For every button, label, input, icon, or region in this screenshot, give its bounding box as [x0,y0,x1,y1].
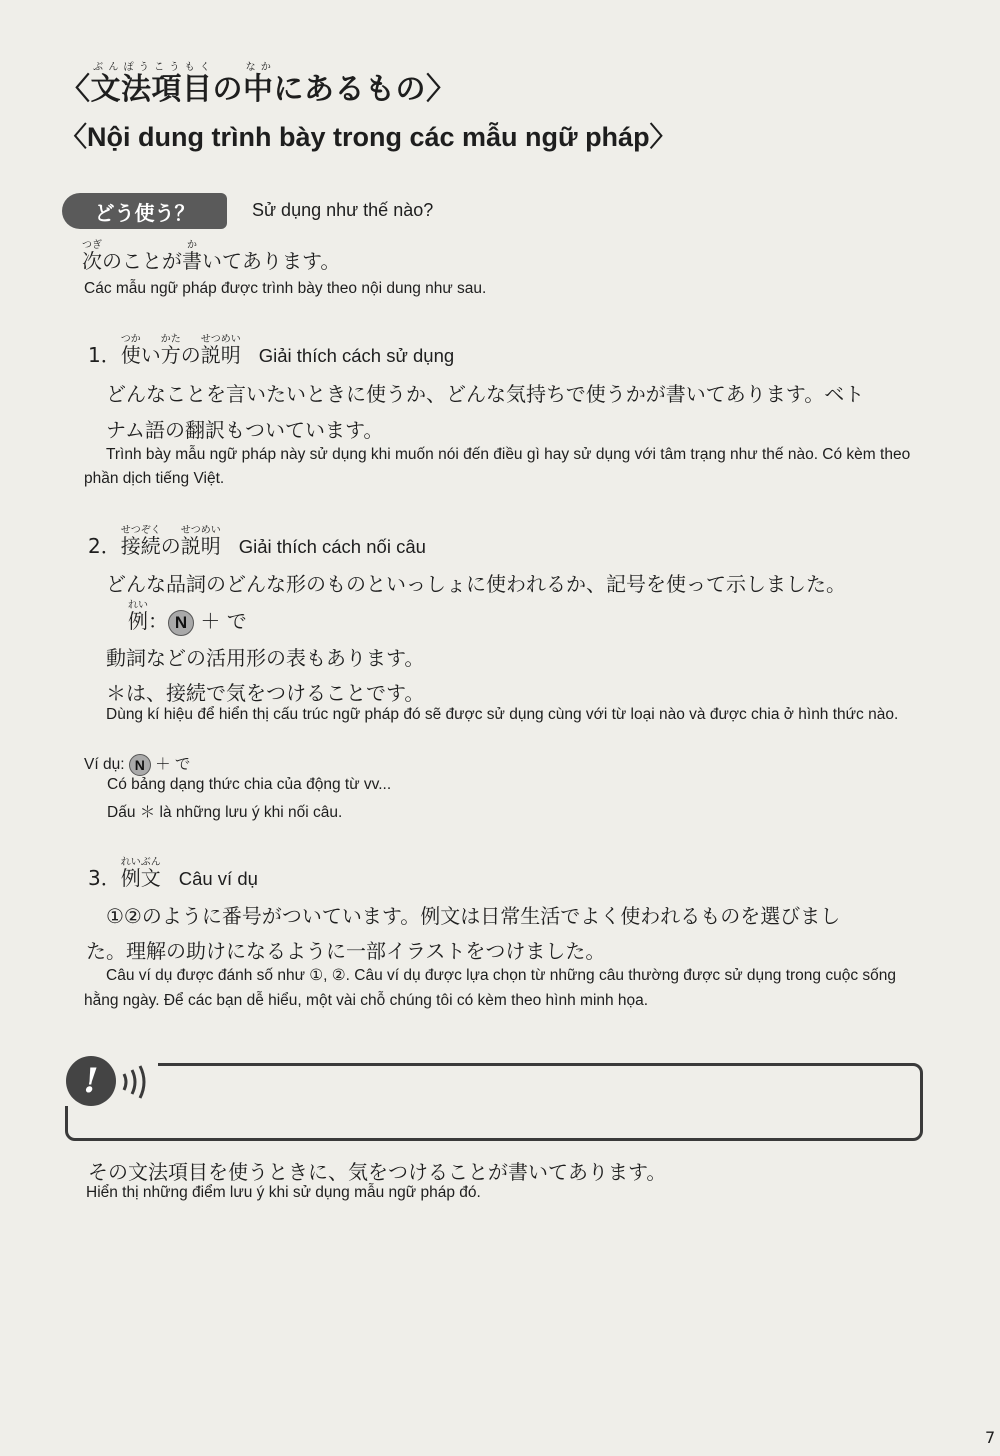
exclamation-icon: ! [66,1056,116,1106]
noun-symbol-icon: N [168,610,194,636]
section-2-heading: 2．接続せつぞくの説明せつめいGiải thích cách nối câu [88,525,426,558]
page-number: 7 [985,1428,996,1447]
section-2-vietnamese-example: Ví dụ: N ＋ で [84,752,190,776]
section-2-text-line-1: どんな品詞のどんな形のものといっしょに使われるか、記号を使って示しました。 [106,572,846,596]
section-1-vietnamese: Trình bày mẫu ngữ pháp này sử dụng khi muốn nói đến điều gì hay sử dụng với tâm trạng như thế nào. Có kèm theo phần dịch tiếng Việt. [84,446,911,487]
section-2-text-line-4: ＊は、接続で気をつけることです。 [106,681,425,705]
section-1-text-line-2: ナム語の翻訳もついています。 [106,418,384,442]
section-1-text-line-1: どんなことを言いたいときに使うか、どんな気持ちで使うかが書いてあります。ベト [106,382,865,406]
sound-waves-icon [118,1060,158,1104]
intro-japanese: 次つぎのことが書かいてあります。 [82,240,341,273]
section-2-vietnamese: Dùng kí hiệu để hiển thị cấu trúc ngữ pháp đó sẽ được sử dụng cùng với từ loại nào và được chia ở hình thức nào. [106,706,899,723]
section-3-text-line-1: ①②のように番号がついています。例文は日常生活でよく使われるものを選びまし [106,904,841,928]
noun-symbol-icon: N [129,754,151,776]
caution-japanese: その文法項目を使うときに、気をつけることが書いてあります。 [88,1160,667,1184]
how-to-use-badge: どう使う？ [62,193,227,229]
section-2-text-line-3: 動詞などの活用形の表もあります。 [106,646,425,670]
section-3-vietnamese: Câu ví dụ được đánh số như ①, ②. Câu ví dụ được lựa chọn từ những câu thường được sử dụng trong cuộc sống hằng ngày. Để các bạn dễ hiểu, một vài chỗ chúng tôi có kèm theo hình minh họa. [84,967,897,1009]
caution-box [65,1063,923,1141]
caution-vietnamese: Hiển thị những điểm lưu ý khi sử dụng mẫu ngữ pháp đó. [86,1184,481,1201]
section-1-heading: 1．使つかい方かたの説明せつめいGiải thích cách sử dụng [88,334,455,367]
page-title-vietnamese: 〈Nội dung trình bày trong các mẫu ngữ pháp〉 [60,122,677,152]
intro-vietnamese: Các mẫu ngữ pháp được trình bày theo nội dung như sau. [84,280,487,297]
how-to-use-caption: Sử dụng như thế nào? [252,200,434,220]
section-3-text-line-2: た。理解の助けになるように一部イラストをつけました。 [86,939,606,963]
section-2-vietnamese-line-3: Dấu ＊ là những lưu ý khi nối câu. [107,804,343,821]
section-3-heading: 3．例文れいぶんCâu ví dụ [88,857,258,890]
page-title-japanese: 〈文法項目ぶんぽうこうもくの中なかにあるもの〉 [60,62,457,107]
section-2-example: 例れい： N ＋ で [128,600,247,636]
section-2-vietnamese-line-2: Có bảng dạng thức chia của động từ vv... [107,776,392,793]
